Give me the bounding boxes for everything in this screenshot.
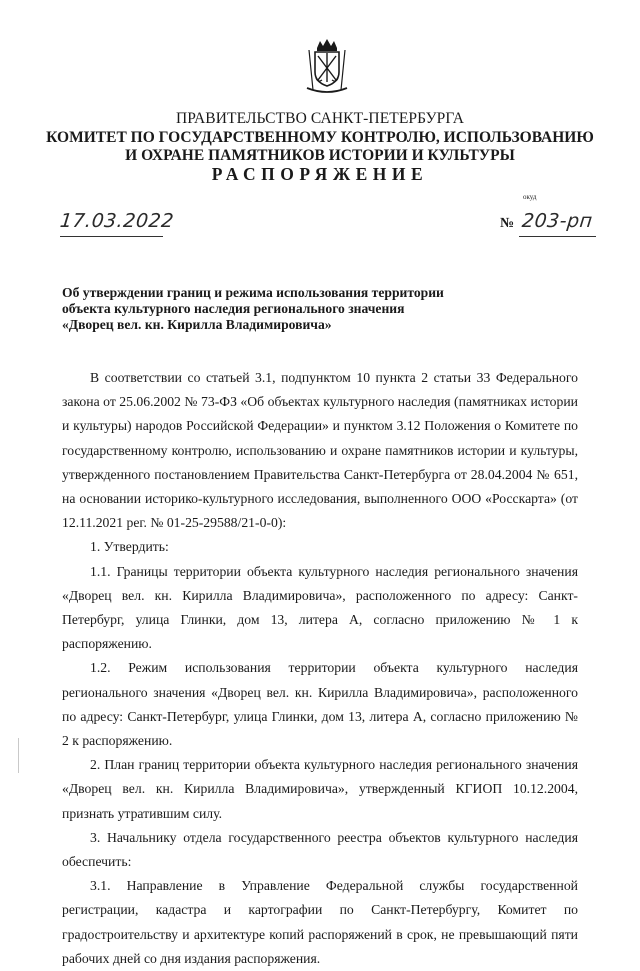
document-number: 203-рп (520, 210, 594, 232)
coat-of-arms-icon (303, 38, 351, 94)
body-paragraph: 3. Начальнику отдела государственного реестра объектов культурного наследия обеспечить: (62, 829, 578, 870)
document-type: РАСПОРЯЖЕНИЕ (211, 164, 429, 184)
government-title: ПРАВИТЕЛЬСТВО САНКТ-ПЕТЕРБУРГА (175, 110, 465, 127)
body-paragraph: В соответствии со статьей 3.1, подпунктом 10 пункта 2 статьи 33 Федерального закона от 25.06.2002 № 73-ФЗ «Об объектах культурного наследия (памятниках истории и культуры) народов Российской Федерации» и пунктом 3.12 Положения о Комитете по государственному контролю, использованию и охране памятников истории и культуры, утвержденного постановлением Правительства Санкт-Петербурга от 28.04.2004 № 651, на основании историко-культурного исследования, выполненного ООО «Росскарта» (от 12.11.2021 рег. № 01-25-29588/21-0-0): (62, 370, 578, 531)
document-date: 17.03.2022 (58, 210, 175, 232)
committee-title-line1: КОМИТЕТ ПО ГОСУДАРСТВЕННОМУ КОНТРОЛЮ, ИСПОЛЬЗОВАНИЮ (46, 129, 594, 146)
body-paragraph: 1. Утвердить: (90, 539, 169, 555)
committee-title-line2: И ОХРАНЕ ПАМЯТНИКОВ ИСТОРИИ И КУЛЬТУРЫ (125, 147, 515, 164)
margin-mark (18, 738, 19, 773)
number-label: № (500, 216, 515, 231)
subject-line: Об утверждении границ и режима использования территории (62, 285, 444, 300)
body-paragraph: 1.2. Режим использования территории объекта культурного наследия регионального значения «Дворец вел. кн. Кирилла Владимировича», расположенного по адресу: Санкт-Петербург, улица Глинки, дом 13, литера А, согласно приложению № 2 к распоряжению. (62, 660, 578, 749)
body-paragraph: 1.1. Границы территории объекта культурного наследия регионального значения «Дворец вел. кн. Кирилла Владимировича», расположенного по адресу: Санкт-Петербург, улица Глинки, дом 13, литера А, согласно приложению № 1 к распоряжению. (62, 563, 578, 652)
body-paragraph: 2. План границ территории объекта культурного наследия регионального значения «Дворец вел. кн. Кирилла Владимировича», утвержденный КГИОП 10.12.2004, признать утратившим силу. (62, 757, 578, 821)
document-subject (62, 285, 482, 333)
subject-line: «Дворец вел. кн. Кирилла Владимировича» (62, 317, 332, 332)
number-underline (519, 236, 596, 237)
subject-line: объекта культурного наследия регионального значения (62, 301, 405, 316)
date-underline (60, 236, 163, 237)
document-body (62, 366, 578, 971)
okud-label: окуд (523, 193, 537, 201)
body-paragraph: 3.1. Направление в Управление Федеральной службы государственной регистрации, кадастра и картографии по Санкт-Петербургу, Комитет по градостроительству и архитектуре копий распоряжений в срок, не превышающий пяти рабочих дней со дня издания распоряжения. (62, 878, 578, 966)
